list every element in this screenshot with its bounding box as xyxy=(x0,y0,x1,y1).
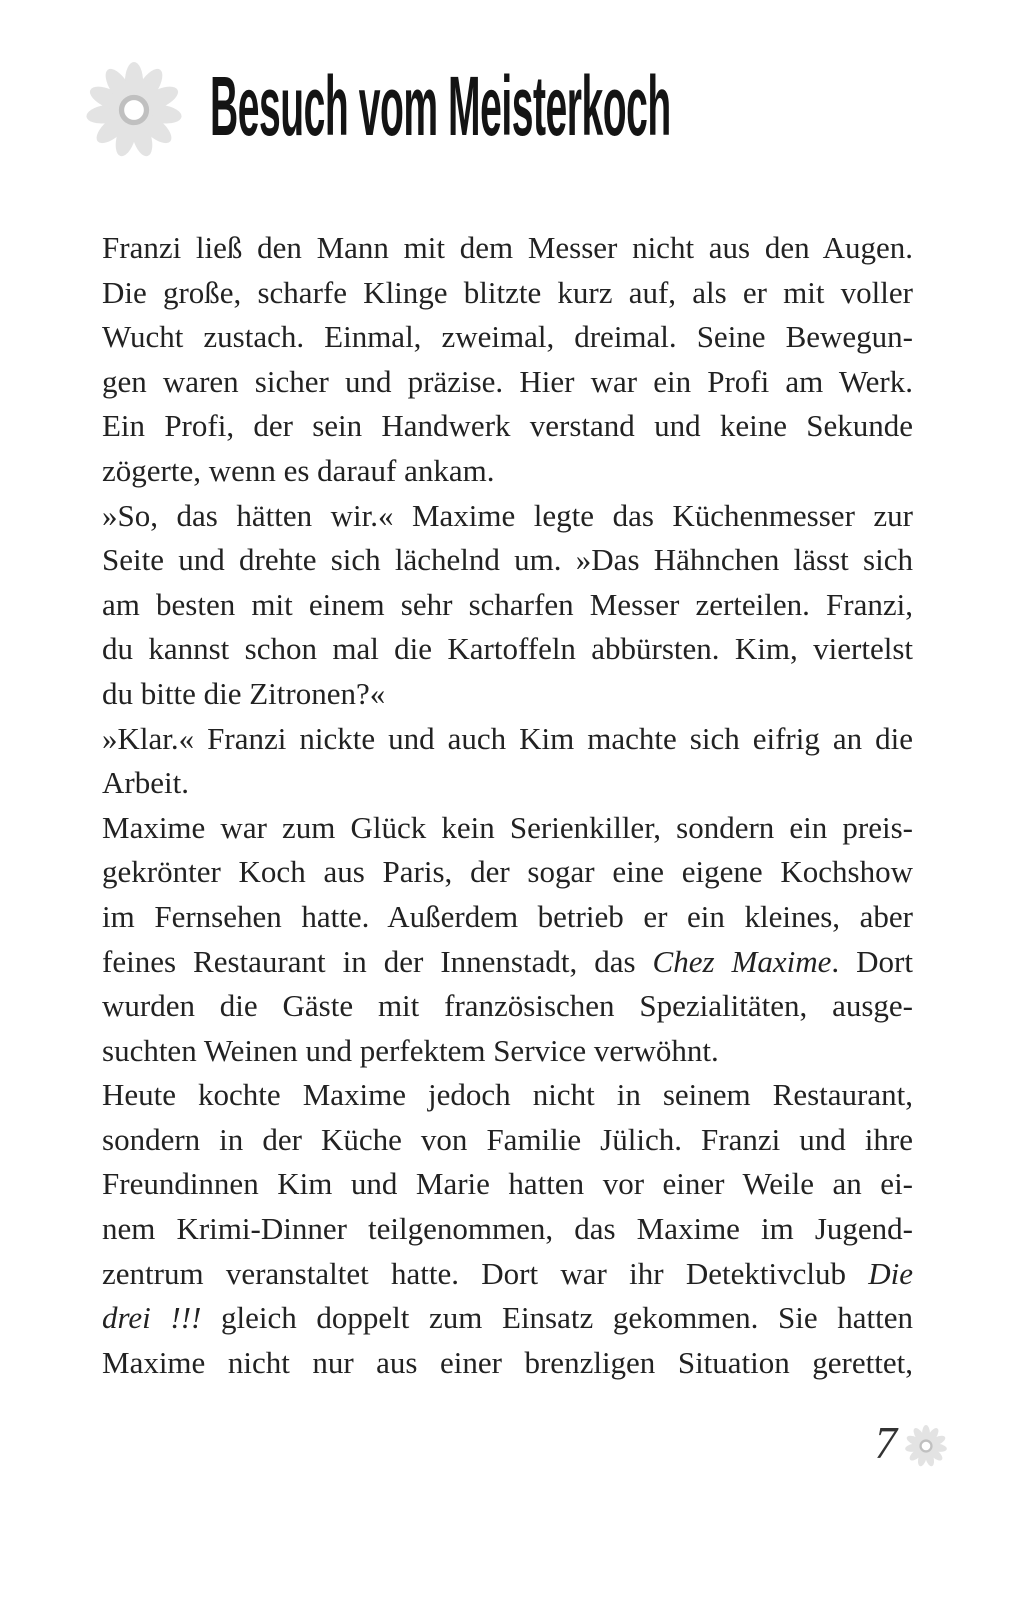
text-segment: zögerte, wenn es darauf ankam. xyxy=(102,452,495,488)
text-line xyxy=(102,850,913,895)
text-segment: zentrum veranstaltet hatte. Dort war ihr Detektivclub xyxy=(102,1255,869,1291)
text-segment: »So, das hätten wir.« Maxime legte das Küchenmesser zur xyxy=(102,497,913,533)
text-segment: im Fernsehen hatte. Außerdem betrieb er ein kleines, aber xyxy=(102,898,913,934)
text-line xyxy=(102,1162,913,1207)
text-segment: am besten mit einem sehr scharfen Messer zerteilen. Franzi, xyxy=(102,586,913,622)
text-segment: sondern in der Küche von Familie Jülich. Franzi und ihre xyxy=(102,1121,913,1157)
text-line xyxy=(102,1073,913,1118)
italic-text-segment: Chez Maxime xyxy=(652,943,832,979)
text-line xyxy=(102,226,913,271)
text-segment: Wucht zustach. Einmal, zweimal, dreimal. Seine Bewegun- xyxy=(102,319,913,355)
text-line xyxy=(102,1029,913,1074)
text-line xyxy=(102,1296,913,1341)
text-line xyxy=(102,1252,913,1297)
body-text xyxy=(102,226,913,1385)
text-line xyxy=(102,449,913,494)
text-line xyxy=(102,315,913,360)
text-segment: gekrönter Koch aus Paris, der sogar eine eigene Kochshow xyxy=(102,854,913,890)
text-line xyxy=(102,984,913,1029)
text-segment: nem Krimi-Dinner teilgenommen, das Maxime im Jugend- xyxy=(102,1211,913,1247)
text-segment: wurden die Gäste mit französischen Spezialitäten, ausge- xyxy=(102,988,913,1024)
text-line xyxy=(102,583,913,628)
daisy-icon xyxy=(86,62,182,158)
text-segment: Ein Profi, der sein Handwerk verstand und keine Sekunde xyxy=(102,408,913,444)
text-segment: . Dort xyxy=(831,943,913,979)
text-line xyxy=(102,717,913,762)
text-segment: gleich doppelt zum Einsatz gekommen. Sie hatten xyxy=(201,1300,913,1336)
daisy-icon-small xyxy=(905,1425,947,1467)
page-number: 7 xyxy=(874,1418,897,1468)
text-line xyxy=(102,1207,913,1252)
text-line xyxy=(102,806,913,851)
text-line xyxy=(102,538,913,583)
text-line xyxy=(102,627,913,672)
text-segment: du bitte die Zitronen?« xyxy=(102,675,386,711)
text-line xyxy=(102,1341,913,1386)
text-segment: Maxime war zum Glück kein Serienkiller, sondern ein preis- xyxy=(102,809,913,845)
text-segment: Arbeit. xyxy=(102,765,189,801)
text-segment: Seite und drehte sich lächelnd um. »Das Hähnchen lässt sich xyxy=(102,542,913,578)
text-line xyxy=(102,404,913,449)
text-segment: Heute kochte Maxime jedoch nicht in seinem Restaurant, xyxy=(102,1077,913,1113)
text-line xyxy=(102,360,913,405)
text-segment: feines Restaurant in der Innenstadt, das xyxy=(102,943,653,979)
text-segment: du kannst schon mal die Kartoffeln abbürsten. Kim, viertelst xyxy=(102,631,913,667)
text-line xyxy=(102,761,913,806)
text-segment: Die große, scharfe Klinge blitzte kurz auf, als er mit voller xyxy=(102,274,913,310)
text-segment: suchten Weinen und perfektem Service verwöhnt. xyxy=(102,1032,719,1068)
italic-text-segment: drei !!! xyxy=(102,1300,202,1336)
text-segment: Franzi ließ den Mann mit dem Messer nicht aus den Augen. xyxy=(102,230,913,265)
text-line xyxy=(102,895,913,940)
text-segment: »Klar.« Franzi nickte und auch Kim machte sich eifrig an die xyxy=(102,720,913,756)
text-segment: Maxime nicht nur aus einer brenzligen Situation gerettet, xyxy=(102,1344,913,1380)
chapter-title: Besuch vom Meisterkoch xyxy=(210,59,671,153)
italic-text-segment: Die xyxy=(868,1255,913,1291)
text-line xyxy=(102,672,913,717)
text-segment: Freundinnen Kim und Marie hatten vor einer Weile an ei- xyxy=(102,1166,913,1202)
text-line xyxy=(102,940,913,985)
text-line xyxy=(102,271,913,316)
text-line xyxy=(102,1118,913,1163)
text-segment: gen waren sicher und präzise. Hier war ein Profi am Werk. xyxy=(102,363,913,399)
text-line xyxy=(102,494,913,539)
